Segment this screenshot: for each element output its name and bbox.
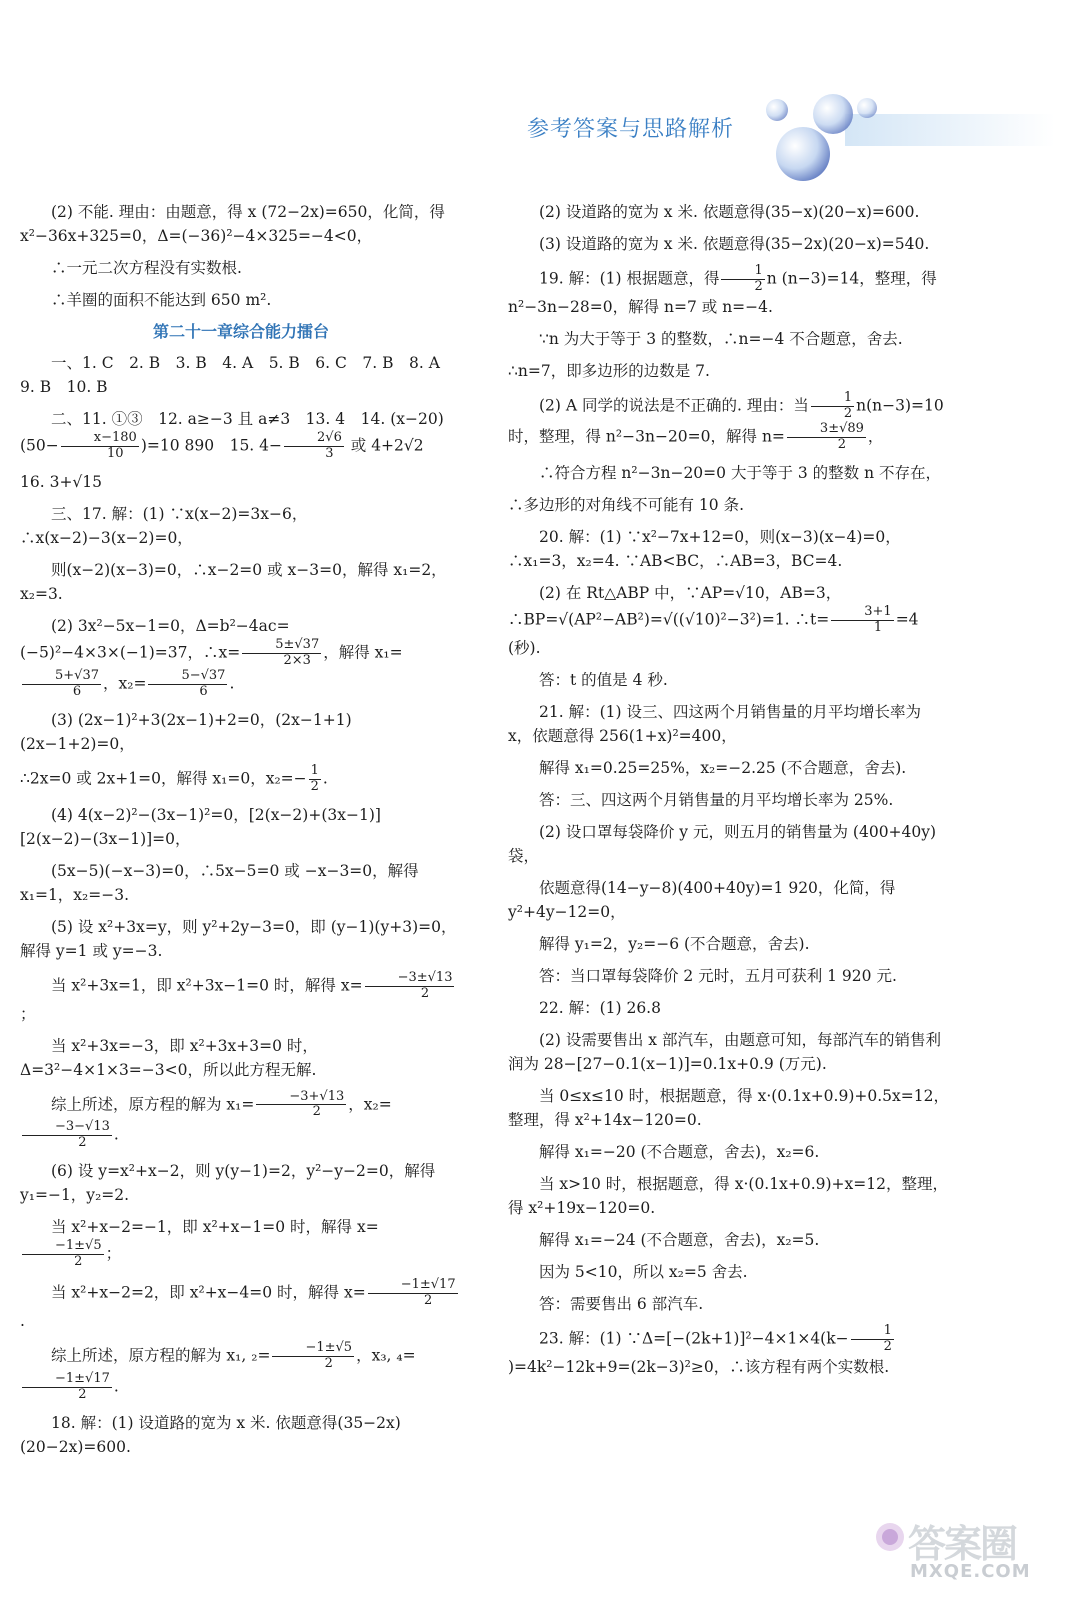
paragraph: 综上所述，原方程的解为 x₁, ₂= $\frac{-1\pm√5}{2}$ ，x₃, ₄= $\frac{-1\pm√17}{2}$ . <box>20 1341 462 1403</box>
paragraph: (2) A 同学的说法是不正确的. 理由：当 $\frac{1}{2}$ n(n−3)=10 时，整理，得 n²−3n−20=0，解得 n= $\frac{3\pm√89}{2}$ ， <box>508 389 944 452</box>
fraction: $\frac{-1\pm√5}{2}$ <box>272 1341 354 1372</box>
paragraph: 当 x²+x−2=2，即 x²+x−4=0 时，解得 x= $\frac{-1\pm√17}{2}$ . <box>20 1277 456 1331</box>
paragraph: 20. 解：(1) ∵x²−7x+12=0，则(x−3)(x−4)=0，∴x₁=3，x₂=4. ∵AB<BC，∴AB=3，BC=4. <box>508 527 901 570</box>
answer-line: 一、1. C 2. B 3. B 4. A 5. B 6. C 7. B 8. A 9. B 10. B <box>20 353 456 396</box>
answer-line: 16. 3+√15 <box>20 472 103 491</box>
fraction: $\frac{-1\pm√17}{2}$ <box>368 1278 458 1309</box>
paragraph: 答：当口罩每袋降价 2 元时，五月可获利 1 920 元. <box>539 966 897 985</box>
paragraph: (3) (2x−1)²+3(2x−1)+2=0，(2x−1+1)(2x−1+2)=0， <box>20 710 352 753</box>
paragraph: ∴一元二次方程没有实数根. <box>51 259 242 278</box>
page-header-title: 参考答案与思路解析 <box>527 117 735 142</box>
paragraph: 当 0≤x≤10 时，根据题意，得 x·(0.1x+0.9)+0.5x=12，整理，得 x²+14x−120=0. <box>508 1086 949 1129</box>
paragraph: 解得 x₁=0.25=25%，x₂=−2.25 (不合题意，舍去). <box>539 758 907 777</box>
fraction: $\frac{1}{2}$ <box>811 391 854 422</box>
paragraph: 21. 解：(1) 设三、四这两个月销售量的月平均增长率为 x，依题意得 256(1+x)²=400， <box>508 702 921 745</box>
paragraph: 依题意得(14−y−8)(400+40y)=1 920，化简，得 y²+4y−12=0， <box>508 878 896 921</box>
left-column <box>20 200 462 1467</box>
fraction: $\frac{3+1}{1}$ <box>831 605 893 636</box>
paragraph: (5) 设 x²+3x=y，则 y²+2y−3=0，即 (y−1)(y+3)=0，解得 y=1 或 y=−3. <box>20 917 457 960</box>
fraction: $\frac{5\pm√37}{2\times 3}$ <box>242 638 321 669</box>
paragraph: 则(x−2)(x−3)=0，∴x−2=0 或 x−3=0，解得 x₁=2，x₂=3. <box>20 560 447 603</box>
watermark-url: MXQE.COM <box>910 1561 1031 1582</box>
watermark-bubble-icon <box>870 1519 910 1555</box>
paragraph: ∴符合方程 n²−3n−20=0 大于等于 3 的整数 n 不存在， <box>539 463 941 482</box>
paragraph: 因为 5<10，所以 x₂=5 舍去. <box>539 1262 748 1281</box>
paragraph: (2) 不能. 理由：由题意，得 x (72−2x)=650，化简，得 x²−36x+325=0，Δ=(−36)²−4×325=−4<0， <box>20 203 445 246</box>
paragraph: ∴2x=0 或 2x+1=0，解得 x₁=0，x₂=− $\frac{1}{2}$ . <box>20 762 328 794</box>
watermark-text: 答案圈 <box>908 1522 1017 1566</box>
fraction: $\frac{-1\pm√5}{2}$ <box>22 1239 104 1270</box>
paragraph: (2) 设道路的宽为 x 米. 依题意得(35−x)(20−x)=600. <box>539 203 920 221</box>
watermark-logo <box>870 1505 1060 1585</box>
paragraph: (2) 设口罩每袋降价 y 元，则五月的销售量为 (400+40y) 袋， <box>508 822 937 865</box>
answer-line: 二、11. ①③ 12. a≥−3 且 a≠3 13. 4 14. (x−20)(50− $\frac{x-180}{10}$ )=10 890 15. 4− $\frac{2√6}{3}$ 或 4+2√2 <box>20 409 444 461</box>
paragraph: 23. 解：(1) ∵Δ=[−(2k+1)]²−4×1×4(k− $\frac{1}{2}$ )=4k²−12k+9=(2k−3)²≥0，∴该方程有两个实数根. <box>508 1323 892 1376</box>
paragraph: 答：需要售出 6 部汽车. <box>539 1295 704 1313</box>
fraction: $\frac{5+√37}{6}$ <box>22 669 101 700</box>
fraction: $\frac{x-180}{10}$ <box>61 431 139 462</box>
paragraph: (3) 设道路的宽为 x 米. 依题意得(35−2x)(20−x)=540. <box>539 235 930 254</box>
fraction: $\frac{-3\pm√13}{2}$ <box>365 971 455 1002</box>
paragraph: 当 x²+3x=−3，即 x²+3x+3=0 时，Δ=3²−4×1×3=−3<0，所以此方程无解. <box>20 1036 318 1079</box>
paragraph: 解得 x₁=−20 (不合题意，舍去)，x₂=6. <box>539 1142 820 1161</box>
fraction: $\frac{-3-√13}{2}$ <box>22 1120 112 1151</box>
fraction: $\frac{3\pm√89}{2}$ <box>787 422 866 453</box>
section-title: 第二十一章综合能力擂台 <box>152 322 329 342</box>
paragraph: 当 x²+3x=1，即 x²+3x−1=0 时，解得 x= $\frac{-3\pm√13}{2}$ ； <box>20 969 453 1023</box>
fraction: $\frac{-1\pm√17}{2}$ <box>22 1372 112 1403</box>
fraction: $\frac{1}{2}$ <box>721 264 764 295</box>
paragraph: ∴多边形的对角线不可能有 10 条. <box>508 495 745 514</box>
paragraph: 当 x>10 时，根据题意，得 x·(0.1x+0.9)+x=12，整理，得 x²+19x−120=0. <box>508 1174 948 1217</box>
fraction: $\frac{1}{2}$ <box>851 1324 894 1355</box>
paragraph: ∵n 为大于等于 3 的整数，∴n=−4 不合题意，舍去. <box>539 329 903 348</box>
paragraph: 答：三、四这两个月销售量的月平均增长率为 25%. <box>539 790 894 809</box>
paragraph: ∴n=7，即多边形的边数是 7. <box>508 361 710 380</box>
paragraph: (4) 4(x−2)²−(3x−1)²=0，[2(x−2)+(3x−1)][2(x−2)−(3x−1)]=0， <box>20 805 381 848</box>
paragraph: 22. 解：(1) 26.8 <box>539 998 661 1017</box>
paragraph: ∴羊圈的面积不能达到 650 m². <box>51 291 272 310</box>
paragraph: (6) 设 y=x²+x−2，则 y(y−1)=2，y²−y−2=0，解得 y₁=−1，y₂=2. <box>20 1162 436 1205</box>
paragraph: 18. 解：(1) 设道路的宽为 x 米. 依题意得(35−2x)(20−2x)=600. <box>20 1413 401 1456</box>
fraction: $\frac{2√6}{3}$ <box>284 431 344 462</box>
paragraph: 解得 y₁=2，y₂=−6 (不合题意，舍去). <box>539 934 810 953</box>
fraction: $\frac{5-√37}{6}$ <box>148 669 227 700</box>
paragraph: (2) 设需要售出 x 部汽车，由题意可知，每部汽车的销售利润为 28−[27−0.1(x−1)]=0.1x+0.9 (万元). <box>508 1030 941 1073</box>
paragraph: 解得 x₁=−24 (不合题意，舍去)，x₂=5. <box>539 1230 820 1249</box>
paragraph: (2) 在 Rt△ABP 中，∵AP=√10，AB=3，∴BP=√(AP²−AB²)=√((√10)²−3²)=1. ∴t= $\frac{3+1}{1}$ =4 (秒). <box>508 583 919 657</box>
right-column <box>508 200 950 1387</box>
paragraph: (2) 3x²−5x−1=0，Δ=b²−4ac=(−5)²−4×3×(−1)=37，∴x= $\frac{5\pm√37}{2\times 3}$ ，解得 x₁= $\frac{5+√37}{6}$ ，x₂= $\frac{5-√37}{6}$ . <box>20 616 403 699</box>
paragraph: 19. 解：(1) 根据题意，得 $\frac{1}{2}$ n (n−3)=14，整理，得 n²−3n−28=0，解得 n=7 或 n=−4. <box>508 263 937 316</box>
fraction: $\frac{-3+√13}{2}$ <box>256 1090 346 1121</box>
paragraph: (5x−5)(−x−3)=0，∴5x−5=0 或 −x−3=0，解得 x₁=1，x₂=−3. <box>20 861 419 904</box>
paragraph: 三、17. 解：(1) ∵x(x−2)=3x−6，∴x(x−2)−3(x−2)=0， <box>20 504 308 547</box>
bubbles-decoration-icon <box>755 92 1055 182</box>
paragraph: 综上所述，原方程的解为 x₁= $\frac{-3+√13}{2}$ ，x₂= $\frac{-3-√13}{2}$ . <box>20 1090 462 1152</box>
fraction: $\frac{1}{2}$ <box>310 762 319 794</box>
paragraph: 答：t 的值是 4 秒. <box>539 670 668 689</box>
paragraph: 当 x²+x−2=−1，即 x²+x−1=0 时，解得 x= $\frac{-1\pm√5}{2}$ ； <box>20 1215 462 1270</box>
